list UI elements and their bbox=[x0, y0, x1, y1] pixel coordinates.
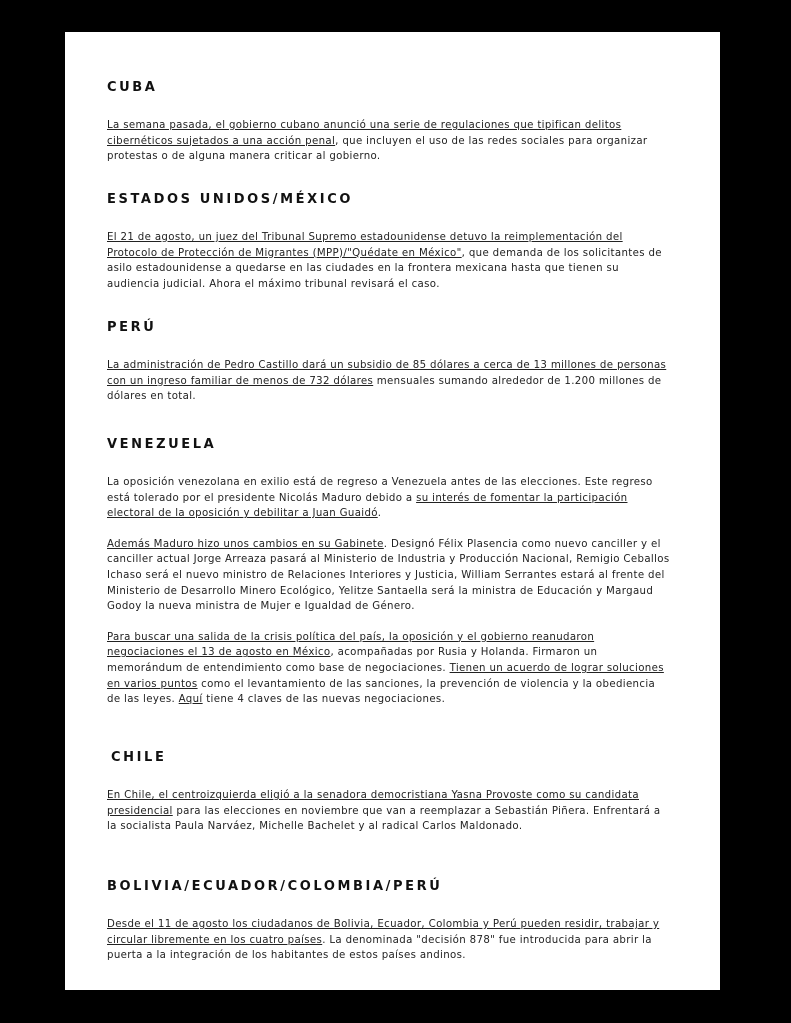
article-link[interactable]: En Chile, el centroizquierda eligió a la senadora democristiana Yasna Provoste como su candidata presidencial bbox=[107, 790, 639, 817]
article-link[interactable]: El 21 de agosto, un juez del Tribunal Supremo estadounidense detuvo la reimplementación del Protocolo de Protección de Migrantes (MPP)/"Quédate en México" bbox=[107, 232, 623, 259]
paragraph: El 21 de agosto, un juez del Tribunal Supremo estadounidense detuvo la reimplementación del Protocolo de Protección de Migrantes (MPP)/"Quédate en México", que demanda de los solicitantes de asilo estadounidense a quedarse en las ciudades en la frontera mexicana hasta que tienen su audiencia judicial. Ahora el máximo tribunal revisará el caso. bbox=[107, 232, 662, 290]
section-peru bbox=[107, 320, 672, 405]
article-link[interactable]: Tienen un acuerdo de lograr soluciones en varios puntos bbox=[107, 662, 664, 690]
paragraph: En Chile, el centroizquierda eligió a la senadora democristiana Yasna Provoste como su candidata presidencial para las elecciones en noviembre que van a reemplazar a Sebastián Piñera. Enfrentará a la socialista Paula Narváez, Michelle Bachelet y al radical Carlos Maldonado. bbox=[107, 790, 661, 833]
paragraph: Además Maduro hizo unos cambios en su Gabinete. Designó Félix Plasencia como nuevo canciller y el canciller actual Jorge Arreaza pasará al Ministerio de Industria y Producción Nacional, Remigio Ceballos Ichaso será el nuevo ministro de Relaciones Interiores y Justicia, William Serrantes estará al frente del Ministerio de Desarrollo Minero Ecológico, Yelitze Santaella será la ministra de Educación y Margaud Godoy la nueva ministra de Mujer e Igualdad de Género. bbox=[107, 538, 670, 613]
paragraph: La administración de Pedro Castillo dará un subsidio de 85 dólares a cerca de 13 millones de personas con un ingreso familiar de menos de 732 dólares mensuales sumando alrededor de 1.200 millones de dólares en total. bbox=[107, 360, 667, 403]
article-link[interactable]: Además Maduro hizo unos cambios en su Gabinete bbox=[107, 538, 384, 550]
section-heading: VENEZUELA bbox=[107, 437, 217, 452]
section-cuba bbox=[107, 80, 672, 165]
article-link[interactable]: Aquí bbox=[178, 694, 203, 706]
section-bolivia-ecuador-colombia-peru bbox=[107, 879, 672, 964]
section-heading: BOLIVIA/ECUADOR/COLOMBIA/PERÚ bbox=[107, 879, 443, 894]
article-link[interactable]: La semana pasada, el gobierno cubano anunció una serie de regulaciones que tipifican delitos cibernéticos sujetados a una acción penal bbox=[107, 120, 622, 147]
article-link[interactable]: La administración de Pedro Castillo dará un subsidio de 85 dólares a cerca de 13 millones de personas con un ingreso familiar de menos de 732 dólares bbox=[107, 360, 667, 387]
section-heading: ESTADOS UNIDOS/MÉXICO bbox=[107, 192, 353, 207]
paragraph: La semana pasada, el gobierno cubano anunció una serie de regulaciones que tipifican delitos cibernéticos sujetados a una acción penal, que incluyen el uso de las redes sociales para organizar protestas o de alguna manera criticar al gobierno. bbox=[107, 120, 648, 163]
section-heading: CHILE bbox=[111, 750, 167, 765]
paragraph: Para buscar una salida de la crisis política del país, la oposición y el gobierno reanudaron negociaciones el 13 de agosto en México, acompañadas por Rusia y Holanda. Firmaron un memorándum de entendimiento como base de negociaciones. Tienen un acuerdo de lograr soluciones en varios puntos como el levantamiento de las sanciones, la prevención de violencia y la obediencia de las leyes. Aquí tiene 4 claves de las nuevas negociaciones. bbox=[107, 631, 664, 706]
section-heading: PERÚ bbox=[107, 320, 157, 335]
paragraph: Desde el 11 de agosto los ciudadanos de Bolivia, Ecuador, Colombia y Perú pueden residir, trabajar y circular libremente en los cuatro países. La denominada "decisión 878" fue introducida para abrir la puerta a la integración de los habitantes de estos países andinos. bbox=[107, 919, 660, 962]
article-link[interactable]: Desde el 11 de agosto los ciudadanos de Bolivia, Ecuador, Colombia y Perú pueden residir, trabajar y circular libremente en los cuatro países bbox=[107, 919, 660, 946]
section-estados-unidos-mexico bbox=[107, 192, 672, 292]
section-venezuela bbox=[107, 437, 672, 708]
document-page bbox=[65, 32, 720, 990]
section-chile bbox=[107, 750, 672, 835]
article-link[interactable]: Para buscar una salida de la crisis política del país, la oposición y el gobierno reanudaron negociaciones el 13 de agosto en México bbox=[107, 631, 595, 659]
section-heading: CUBA bbox=[107, 80, 158, 95]
article-link[interactable]: su interés de fomentar la participación electoral de la oposición y debilitar a Juan Guaidó bbox=[107, 492, 628, 520]
paragraph: La oposición venezolana en exilio está de regreso a Venezuela antes de las elecciones. Este regreso está tolerado por el presidente Nicolás Maduro debido a su interés de fomentar la participación electoral de la oposición y debilitar a Juan Guaidó. bbox=[107, 477, 653, 520]
